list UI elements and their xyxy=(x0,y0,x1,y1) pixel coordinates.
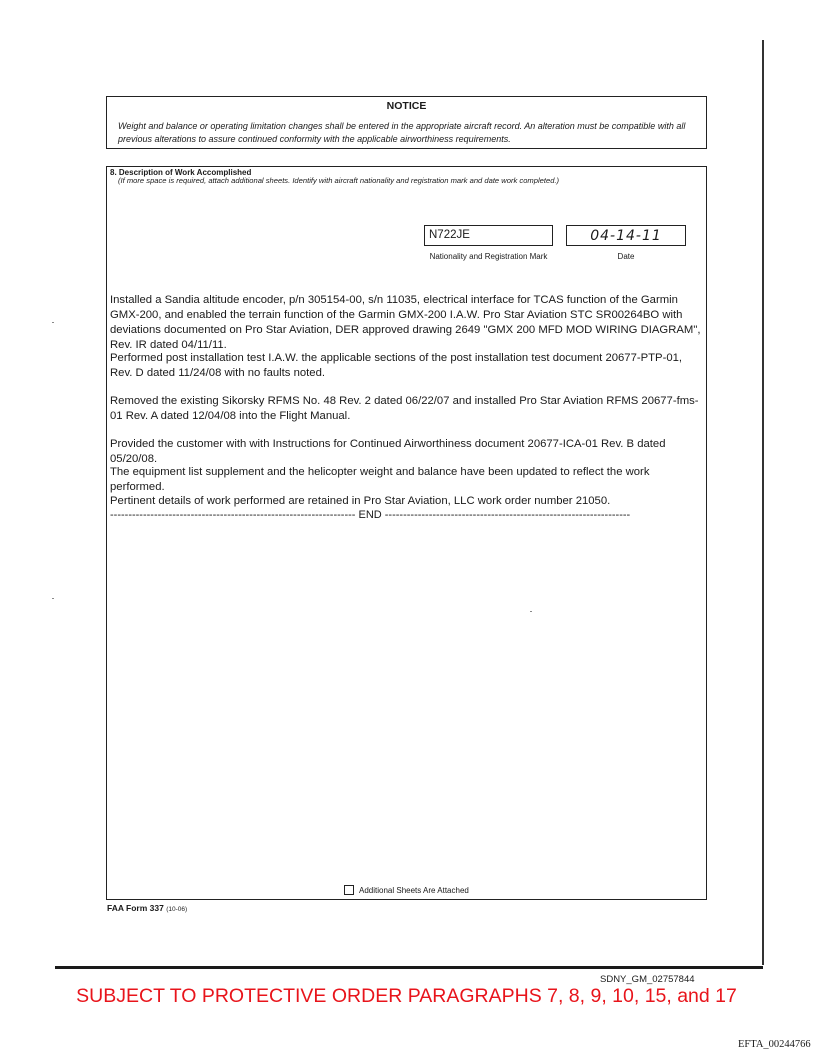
additional-sheets-label: Additional Sheets Are Attached xyxy=(359,885,469,895)
section-title: 8. Description of Work Accomplished xyxy=(110,168,252,177)
registration-mark-field: N722JE xyxy=(424,225,553,246)
notice-text: Weight and balance or operating limitation changes shall be entered in the appropriate aircraft record. An alteration must be compatible with all previous alterations to assure continued conformity with the applicable airworthiness requirements. xyxy=(118,121,686,144)
scan-speck xyxy=(530,611,532,612)
bottom-rule xyxy=(55,966,763,969)
end-marker-line: ------------------------------------------------------------------- END ------------------------------------------------------------------- xyxy=(110,509,631,521)
section-subtitle: (If more space is required, attach additional sheets. Identify with aircraft nationality and registration mark and date work completed.) xyxy=(118,176,560,185)
scan-speck xyxy=(52,598,54,599)
bates-number: SDNY_GM_02757844 xyxy=(600,974,695,985)
additional-sheets-checkbox[interactable] xyxy=(344,885,354,895)
right-margin-rule xyxy=(762,40,764,965)
work-paragraph-work-order: Pertinent details of work performed are retained in Pro Star Aviation, LLC work order number 21050. xyxy=(110,495,611,507)
date-label: Date xyxy=(617,252,635,261)
efta-identifier: EFTA_00244766 xyxy=(738,1039,811,1050)
registration-mark-label: Nationality and Registration Mark xyxy=(429,252,548,261)
work-paragraph-ica: Provided the customer with with Instructions for Continued Airworthiness document 20677-ICA-01 Rev. B dated 05/20/08. xyxy=(110,438,666,465)
additional-sheets-row xyxy=(344,885,469,895)
work-paragraph-installation: Installed a Sandia altitude encoder, p/n 305154-00, s/n 11035, electrical interface for TCAS function of the Garmin GMX-200, and enabled the terrain function of the Garmin GMX-200 I.A.W. Pro Star Aviation STC SR00264BO with deviations documented on Pro Star Aviation, DER approved drawing 2649 "GMX 200 MFD MOD WIRING DIAGRAM", Rev. IR dated 04/11/11. xyxy=(110,294,701,351)
protective-order-stamp: SUBJECT TO PROTECTIVE ORDER PARAGRAPHS 7, 8, 9, 10, 15, and 17 xyxy=(76,985,737,1007)
work-paragraph-testing: Performed post installation test I.A.W. the applicable sections of the post installation test document 20677-PTP-01, Rev. D dated 11/24/08 with no faults noted. xyxy=(110,352,683,379)
date-field: 04-14-11 xyxy=(566,225,686,246)
form-name: FAA Form 337 xyxy=(107,903,164,913)
form-identifier xyxy=(107,903,187,913)
notice-title: NOTICE xyxy=(386,100,427,112)
scan-speck xyxy=(52,322,54,323)
work-paragraph-weight-balance: The equipment list supplement and the helicopter weight and balance have been updated to reflect the work performed. xyxy=(110,466,650,493)
work-description-box xyxy=(106,166,707,900)
work-paragraph-rfms: Removed the existing Sikorsky RFMS No. 48 Rev. 2 dated 06/22/07 and installed Pro Star Aviation RFMS 20677-fms-01 Rev. A dated 12/04/08 into the Flight Manual. xyxy=(110,395,699,422)
form-revision: (10-06) xyxy=(166,906,188,913)
